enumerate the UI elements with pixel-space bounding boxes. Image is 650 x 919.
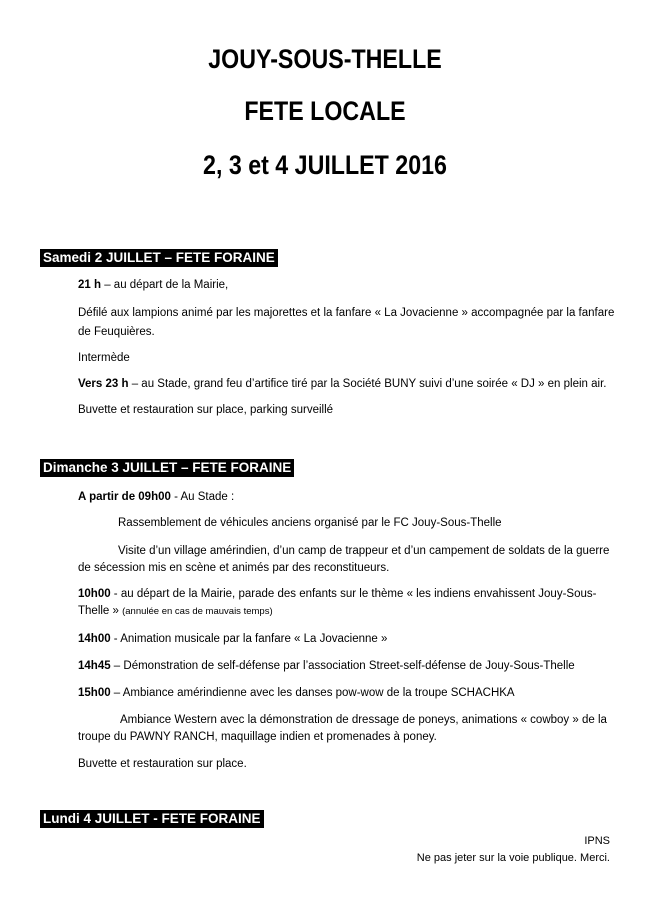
event-title: FETE LOCALE [244,96,406,126]
sunday-para-2a: Visite d’un village amérindien, d’un camp de trappeur et d’un campement de soldats de la guerre [118,545,610,557]
sunday-event-4 [78,685,515,701]
line-text: – Démonstration de self-défense par l’association Street-self-défense de Jouy-Sous-Thelle [110,660,575,672]
saturday-line-2b: de Feuquières. [78,326,155,338]
time-label: 15h00 [78,687,111,699]
town-title: JOUY-SOUS-THELLE [208,44,442,74]
saturday-line-1 [78,277,228,293]
time-label: A partir de 09h00 [78,491,171,503]
line-text: Thelle » [78,605,123,617]
saturday-line-4 [78,376,606,392]
saturday-heading: Samedi 2 JUILLET – FETE FORAINE [40,249,278,267]
sunday-para-2b: de sécession mis en scène et animés par des reconstitueurs. [78,562,390,574]
sunday-para-1: Rassemblement de véhicules anciens organisé par le FC Jouy-Sous-Thelle [118,517,502,529]
sunday-event-1b [78,603,273,620]
cancel-note: (annulée en cas de mauvais temps) [122,606,273,617]
line-text: – au départ de la Mairie, [101,279,229,291]
sunday-event-2 [78,631,387,647]
time-label: 21 h [78,279,102,291]
line-text: - Animation musicale par la fanfare « La Jovacienne » [110,633,388,645]
sunday-event-5a: Ambiance Western avec la démonstration de dressage de poneys, animations « cowboy » de la [120,714,607,726]
line-text: – Ambiance amérindienne avec les danses pow-wow de la troupe SCHACHKA [110,687,515,699]
ipns-label: IPNS [584,835,610,847]
monday-heading: Lundi 4 JUILLET - FETE FORAINE [40,810,264,828]
time-label: 10h00 [78,588,111,600]
line-text: - Au Stade : [170,491,235,503]
sunday-event-1 [78,586,596,602]
line-text: – au Stade, grand feu d’artifice tiré par la Société BUNY suivi d’une soirée « DJ » en plein air. [128,378,607,390]
time-label: Vers 23 h [78,378,129,390]
saturday-line-3: Intermède [78,352,130,364]
event-dates: 2, 3 et 4 JUILLET 2016 [203,150,447,180]
saturday-line-5: Buvette et restauration sur place, parking surveillé [78,404,334,416]
public-road-notice: Ne pas jeter sur la voie publique. Merci. [416,852,610,864]
time-label: 14h45 [78,660,111,672]
sunday-event-3 [78,658,575,674]
sunday-heading: Dimanche 3 JUILLET – FETE FORAINE [40,459,294,477]
sunday-intro [78,489,234,505]
line-text: - au départ de la Mairie, parade des enfants sur le thème « les indiens envahissent Jouy-Sous- [110,588,597,600]
sunday-event-5b: troupe du PAWNY RANCH, maquillage indien et promenades à poney. [78,731,437,743]
time-label: 14h00 [78,633,111,645]
sunday-event-6: Buvette et restauration sur place. [78,758,247,770]
saturday-line-2a: Défilé aux lampions animé par les majorettes et la fanfare « La Jovacienne » accompagnée par la fanfare [78,307,615,319]
